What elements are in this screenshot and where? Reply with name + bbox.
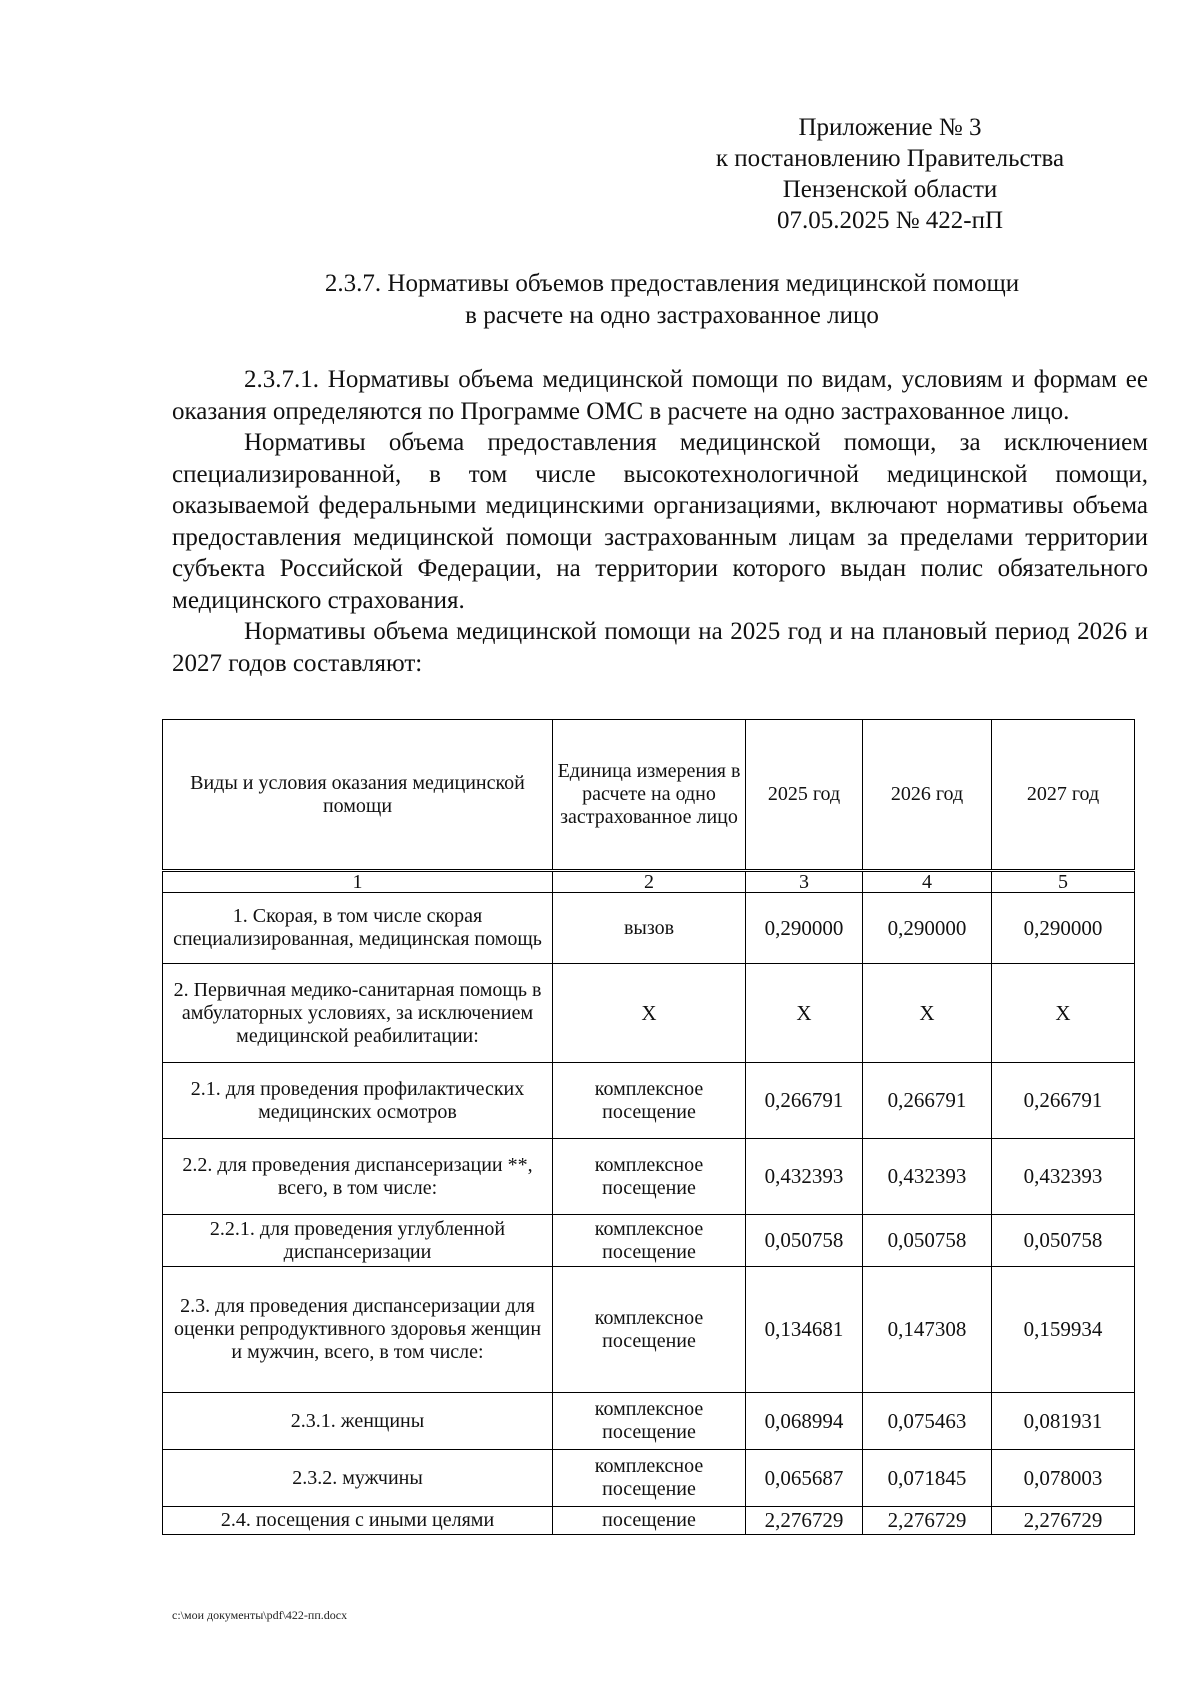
norms-table (162, 719, 1135, 1535)
row-type: 1. Скорая, в том числе скорая специализированная, медицинская помощь (163, 893, 553, 964)
table-header-row (163, 720, 1135, 871)
row-type: 2.3.1. женщины (163, 1393, 553, 1450)
row-type: 2.1. для проведения профилактических медицинских осмотров (163, 1063, 553, 1139)
row-type: 2.2.1. для проведения углубленной диспансеризации (163, 1215, 553, 1267)
table-row (163, 1450, 1135, 1507)
row-value-2025: 2,276729 (746, 1507, 863, 1535)
column-number: 1 (163, 871, 553, 893)
column-number: 3 (746, 871, 863, 893)
row-value-2025: 0,065687 (746, 1450, 863, 1507)
paragraph-2: Нормативы объема предоставления медицинской помощи, за исключением специализированной, в том числе высокотехнологичной медицинской помощи, оказываемой федеральными медицинскими организациями, включают нормативы объема предоставления медицинской помощи застрахованным лицам за пределами территории субъекта Российской Федерации, на территории которого выдан полис обязательного медицинского страхования. (172, 429, 1148, 614)
column-number: 2 (553, 871, 746, 893)
row-value-2026: 0,432393 (863, 1139, 992, 1215)
row-value-2025: 0,068994 (746, 1393, 863, 1450)
row-unit: комплексное посещение (553, 1393, 746, 1450)
row-type: 2. Первичная медико-санитарная помощь в амбулаторных условиях, за исключением медицинской реабилитации: (163, 964, 553, 1063)
header-type: Виды и условия оказания медицинской помощи (163, 720, 553, 871)
table-row (163, 964, 1135, 1063)
appendix-date-number: 07.05.2025 № 422-пП (776, 207, 1004, 234)
row-value-2027: 0,266791 (992, 1063, 1135, 1139)
body-text (172, 364, 1148, 679)
table-row (163, 1393, 1135, 1450)
row-value-2026: Х (863, 964, 992, 1063)
row-type: 2.2. для проведения диспансеризации **, всего, в том числе: (163, 1139, 553, 1215)
column-number: 4 (863, 871, 992, 893)
row-value-2026: 0,075463 (863, 1393, 992, 1450)
row-unit: вызов (553, 893, 746, 964)
row-value-2027: Х (992, 964, 1135, 1063)
row-unit: комплексное посещение (553, 1063, 746, 1139)
row-unit: Х (553, 964, 746, 1063)
row-value-2025: 0,134681 (746, 1267, 863, 1393)
row-type: 2.3.2. мужчины (163, 1450, 553, 1507)
row-value-2027: 0,432393 (992, 1139, 1135, 1215)
row-unit: комплексное посещение (553, 1450, 746, 1507)
table-row (163, 1507, 1135, 1535)
row-unit: комплексное посещение (553, 1267, 746, 1393)
section-title-line-2: в расчете на одно застрахованное лицо (465, 302, 879, 329)
row-unit: комплексное посещение (553, 1215, 746, 1267)
row-value-2025: 0,266791 (746, 1063, 863, 1139)
row-value-2026: 0,050758 (863, 1215, 992, 1267)
row-value-2027: 0,050758 (992, 1215, 1135, 1267)
row-value-2027: 0,290000 (992, 893, 1135, 964)
row-value-2026: 0,071845 (863, 1450, 992, 1507)
appendix-number: Приложение № 3 (798, 114, 982, 141)
table-row (163, 1215, 1135, 1267)
row-value-2027: 0,078003 (992, 1450, 1135, 1507)
footer-file-path: c:\мои документы\pdf\422-пп.docx (172, 1608, 348, 1622)
row-value-2026: 0,290000 (863, 893, 992, 964)
row-value-2026: 0,147308 (863, 1267, 992, 1393)
row-value-2027: 2,276729 (992, 1507, 1135, 1535)
header-2026: 2026 год (863, 720, 992, 871)
table-row (163, 1139, 1135, 1215)
row-value-2026: 0,266791 (863, 1063, 992, 1139)
row-value-2027: 0,081931 (992, 1393, 1135, 1450)
appendix-header (690, 112, 1090, 236)
row-type: 2.4. посещения с иными целями (163, 1507, 553, 1535)
appendix-region: Пензенской области (782, 176, 998, 203)
table-row (163, 1063, 1135, 1139)
table-row (163, 893, 1135, 964)
row-unit: комплексное посещение (553, 1139, 746, 1215)
section-title-line-1: 2.3.7. Нормативы объемов предоставления медицинской помощи (324, 270, 1020, 297)
header-2027: 2027 год (992, 720, 1135, 871)
row-unit: посещение (553, 1507, 746, 1535)
table-row (163, 1267, 1135, 1393)
header-2025: 2025 год (746, 720, 863, 871)
paragraph-3: Нормативы объема медицинской помощи на 2025 год и на плановый период 2026 и 2027 годов составляют: (172, 618, 1148, 677)
row-value-2025: 0,050758 (746, 1215, 863, 1267)
paragraph-1: 2.3.7.1. Нормативы объема медицинской помощи по видам, условиям и формам ее оказания определяются по Программе ОМС в расчете на одно застрахованное лицо. (172, 366, 1148, 425)
column-number: 5 (992, 871, 1135, 893)
row-type: 2.3. для проведения диспансеризации для оценки репродуктивного здоровья женщин и мужчин, всего, в том числе: (163, 1267, 553, 1393)
section-title (172, 268, 1172, 332)
row-value-2025: Х (746, 964, 863, 1063)
header-unit: Единица измерения в расчете на одно застрахованное лицо (553, 720, 746, 871)
row-value-2026: 2,276729 (863, 1507, 992, 1535)
row-value-2027: 0,159934 (992, 1267, 1135, 1393)
appendix-reference: к постановлению Правительства (715, 145, 1065, 172)
row-value-2025: 0,432393 (746, 1139, 863, 1215)
column-number-row (163, 871, 1135, 893)
row-value-2025: 0,290000 (746, 893, 863, 964)
